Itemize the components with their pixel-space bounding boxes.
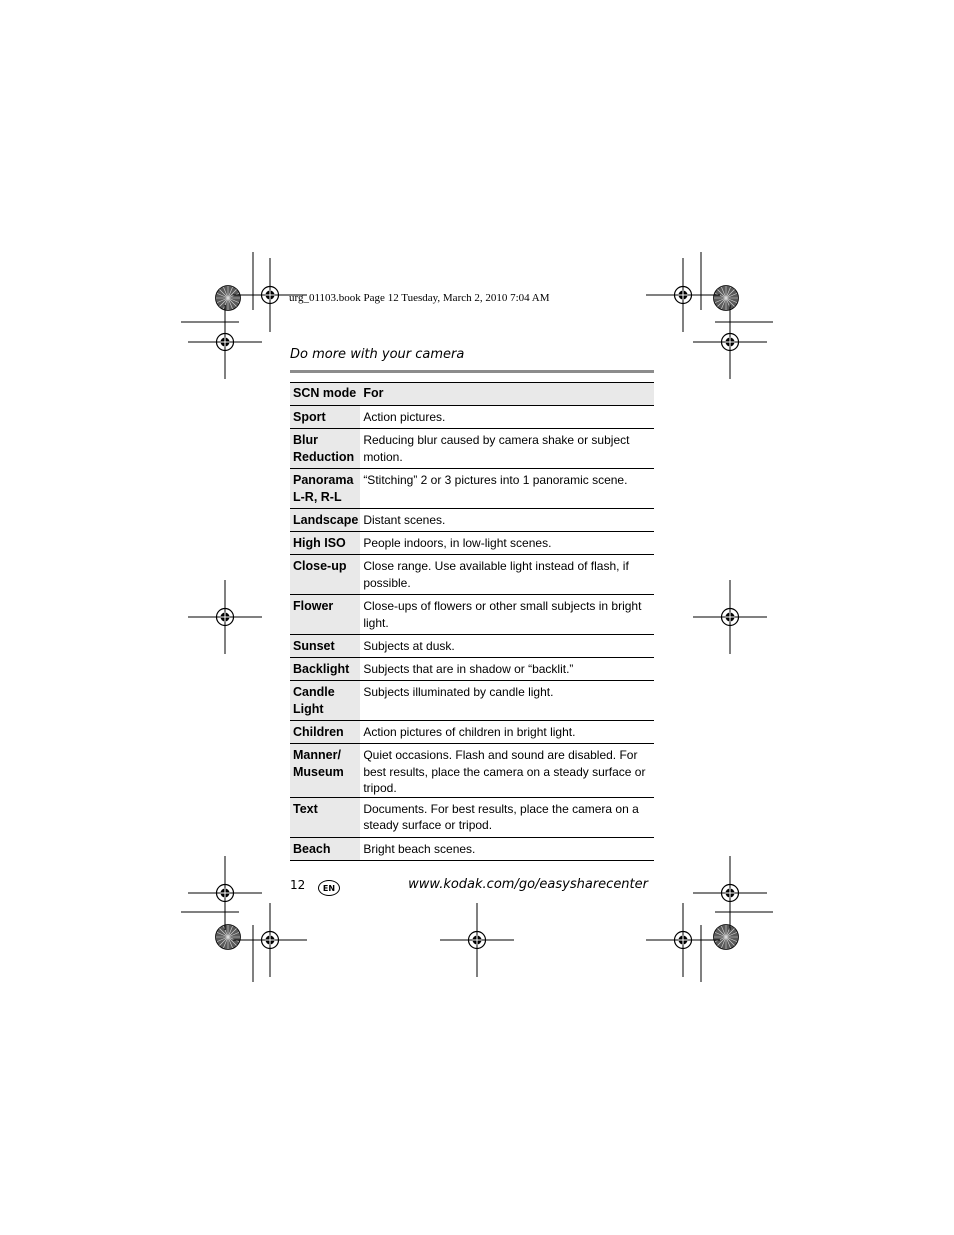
mode-name: Sunset xyxy=(290,635,360,658)
mode-name: Landscape xyxy=(290,509,360,532)
mode-name: Children xyxy=(290,721,360,744)
mode-description: Close range. Use available light instead of flash, if possible. xyxy=(360,555,654,595)
footer-url: www.kodak.com/go/easysharecenter xyxy=(408,877,648,892)
mode-description: Action pictures of children in bright light. xyxy=(360,721,654,744)
mode-description: Subjects that are in shadow or “backlit.” xyxy=(360,658,654,681)
mode-description: Subjects illuminated by candle light. xyxy=(360,681,654,721)
mode-description: Subjects at dusk. xyxy=(360,635,654,658)
mode-name: Blur Reduction xyxy=(290,429,360,469)
mode-description: “Stitching” 2 or 3 pictures into 1 panoramic scene. xyxy=(360,469,654,509)
table-row xyxy=(290,797,654,837)
table-row xyxy=(290,429,654,469)
mode-description: Quiet occasions. Flash and sound are disabled. For best results, place the camera on a steady surface or tripod. xyxy=(360,744,654,798)
column-header-for: For xyxy=(360,383,654,406)
book-slug: urg_01103.book Page 12 Tuesday, March 2, 2010 7:04 AM xyxy=(289,292,550,304)
table-row xyxy=(290,555,654,595)
table-row xyxy=(290,406,654,429)
table-row xyxy=(290,681,654,721)
mode-description: Distant scenes. xyxy=(360,509,654,532)
mode-name: Manner/ Museum xyxy=(290,744,360,798)
mode-name: Beach xyxy=(290,837,360,860)
running-head: Do more with your camera xyxy=(290,347,465,362)
mode-name: Candle Light xyxy=(290,681,360,721)
mode-description: Close-ups of flowers or other small subjects in bright light. xyxy=(360,595,654,635)
mode-description: Documents. For best results, place the camera on a steady surface or tripod. xyxy=(360,797,654,837)
mode-description: Reducing blur caused by camera shake or subject motion. xyxy=(360,429,654,469)
mode-description: Action pictures. xyxy=(360,406,654,429)
mode-description: People indoors, in low-light scenes. xyxy=(360,532,654,555)
mode-name: Panorama L-R, R-L xyxy=(290,469,360,509)
mode-description: Bright beach scenes. xyxy=(360,837,654,860)
scn-mode-table xyxy=(290,382,654,861)
table-row xyxy=(290,532,654,555)
column-header-scn-mode: SCN mode xyxy=(290,383,360,406)
table-row xyxy=(290,837,654,860)
page-number: 12 xyxy=(290,878,306,892)
table-header-row xyxy=(290,383,654,406)
table-row xyxy=(290,744,654,798)
language-badge: EN xyxy=(318,880,340,896)
mode-name: Sport xyxy=(290,406,360,429)
mode-name: Flower xyxy=(290,595,360,635)
mode-name: Text xyxy=(290,797,360,837)
table-row xyxy=(290,635,654,658)
mode-name: Close-up xyxy=(290,555,360,595)
table-row xyxy=(290,509,654,532)
header-rule xyxy=(290,370,654,373)
mode-name: High ISO xyxy=(290,532,360,555)
table-row xyxy=(290,595,654,635)
mode-name: Backlight xyxy=(290,658,360,681)
table-row xyxy=(290,469,654,509)
table-row xyxy=(290,658,654,681)
table-row xyxy=(290,721,654,744)
